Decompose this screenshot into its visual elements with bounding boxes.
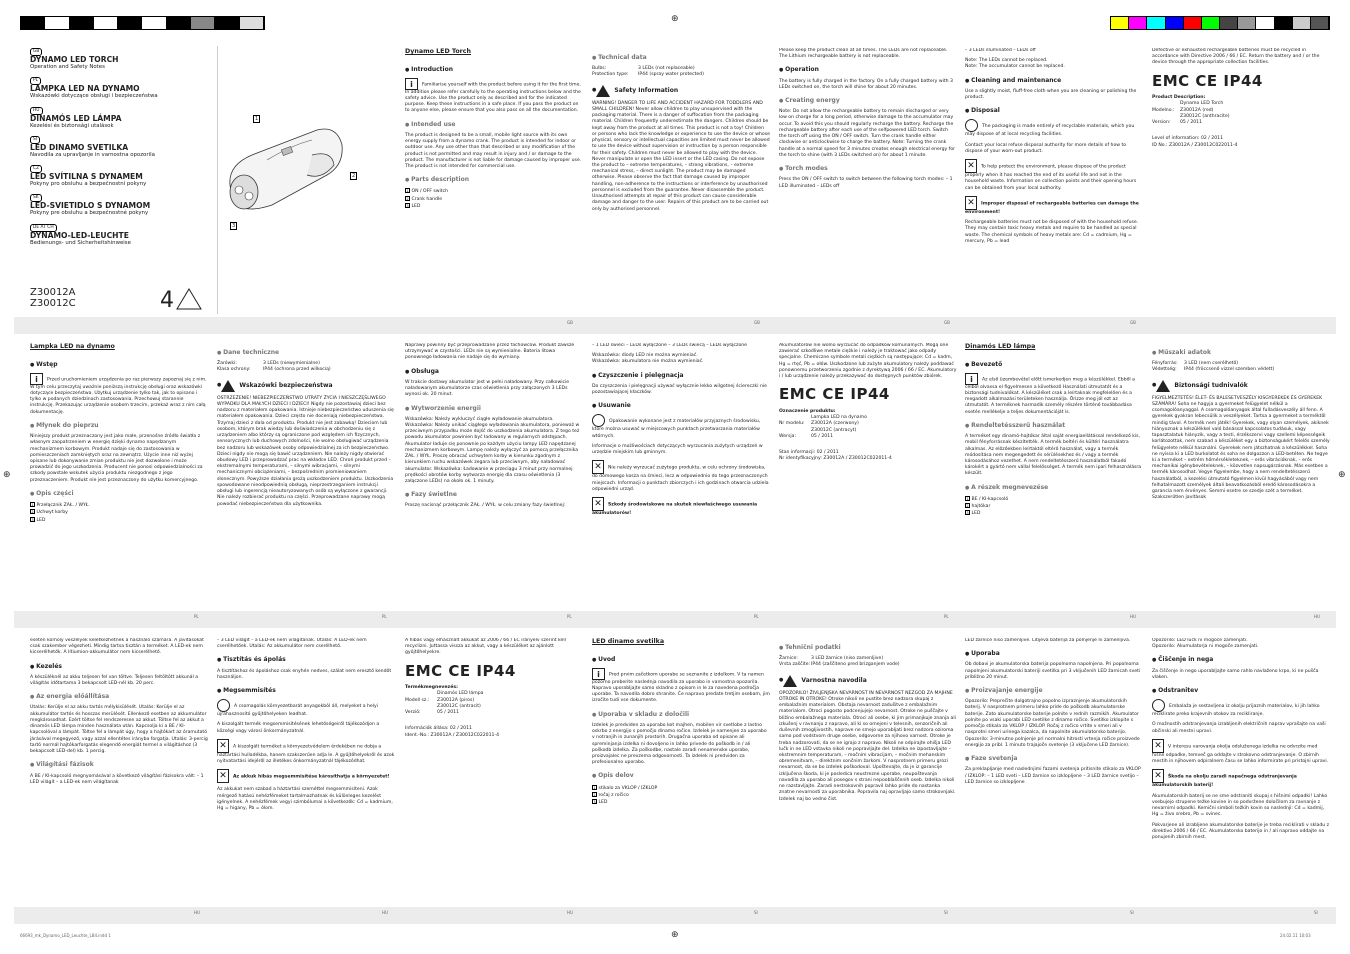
cover-subtitle: Wskazówki dotyczące obsługi i bezpieczeństwa [30,93,158,100]
hu2-col-2: – 3 LED világít – a LED-ek nem világítanak. Utalás: A LED-ek nem cserélhetőek. Utalás: Az akkumulátor nem cserélhető. ● Tisztítás és ápolás A tisztításhoz és ápoláshoz csak enyhén nedves, szálat nem eresztő kendőt használjon. ● Megsemmisítés A csomagolás környezetbarát anyagokból áll, melyeket a helyi újrahasznosító gyűjtőhelyeken leadhat. A kiszolgált termék megsemmisítésének lehetőségeiről tájékozódjon a községi vagy városi önkormányzatnál. ✕ A kiszolgált terméket a környezetvédelem érdekében ne dobja a háztartási hulladékba, hanem szakszerűen adja le. A gyűjtőhelyekről és azok nyitvatartási idejéről az illetékes önkormányzatnál tájékozódhat. ✕ Az akkuk hibás megsemmisítése károsíthatja a környezetet! Az akkukat nem szabad a háztartási szeméttel megsemmisíteni. Azok mérgező hatású nehézfémeket tartalmazhatnak és különleges kezelést igényelnek. A nehézfémek vegyi szimbólumai a következők: Cd = kadmium, Hg = higany, Pb = ólom. [217,638,395,904]
section-heading: ● Czyszczenie i pielęgnacja [592,372,770,380]
page-title: Dinamós LED lámpa [965,343,1036,350]
emc-ce-ip44-mark: EMC CE IP44 [1152,71,1263,90]
emc-ce-ip44-mark: EMC CE IP44 [405,661,516,680]
section-heading: ● Uvod [592,656,770,664]
recycle-icon [1152,699,1165,712]
info-icon: i [965,373,978,385]
page-title: Dynamo LED Torch [405,48,471,55]
section-heading: ● Wskazówki bezpieczeństwa [217,380,395,392]
cover-subtitle: Bedienungs- und Sicherheitshinweise [30,239,131,246]
cover-subtitle: Navodila za upravljanje in varnostna opozorila [30,151,155,158]
section-heading: ● Operation [779,66,957,74]
color-strip-left [20,16,265,30]
registration-mark-left: ⊕ [3,470,11,480]
section-heading: ● Čiščenje in nega [1152,656,1330,664]
gb-col-5: Defective or exhausted rechargeable batteries must be recycled in accordance with Directive 2006 / 66 / EC. Return the battery and / or the device through the appropriate collection facilities. EMC CE IP44 Product Description: Dynamo LED Torch Modelno.: Z30012A (red) Z30012C (anthracite) Version: 05 / 2011 Level of information: 02 / 2011 ID No.: Z30012A / Z30012C022011-4 [1152,48,1330,312]
lang-tag: CZ [30,165,42,173]
section-heading: ● Parts description [405,176,583,184]
registration-mark-right: ⊕ [1338,470,1346,480]
cover-subtitle: Pokyny pre obsluhu a bezpečnostné pokyny [30,210,149,217]
page-bar-top: GB GB GB GB [14,317,1336,334]
section-heading: ● Világítási fázisok [30,761,208,769]
pl-col-4: – 1 LED świeci – LEDs wyłączone – 3 LEDs świecą – LEDs wyłączone Wskazówka: diody LED nie można wymieniać. Wskazówka: akumulatora nie można wymieniać. ● Czyszczenie i pielęgnacja Do czyszczenia i pielęgnacji używać wyłącznie lekko wilgotnej ściereczki nie pozostawiającej kłaczków. ● Usuwanie Opakowanie wykonane jest z materiałów przyjaznych środowisku, które można usuwać w miejscowych punktach przetwarzania materiałów wtórnych. Informacje o możliwościach dotyczących wyrzucania zużytych urządzeń w urzędzie miejskim lub gminnym. ✕ Nie należy wyrzucać zużytego produktu, w celu ochrony środowiska, do domowego kosza na śmieci, lecz w odpowiednio do tego przeznaczonych miejscach. Informacji o punktach zbiorczych i ich godzinach otwarcia udziela odpowiedni urząd. ✕ Szkody środowiskowe na skutek niewłaściwego usuwania akumulatorów! [592,343,770,608]
torch-label-2: 2 [352,173,356,179]
crossed-bin-icon: ✕ [1152,739,1164,753]
section-heading: ● Obsługa [405,368,583,376]
model-number: Z30012A [30,287,76,298]
gb-col-2: ● Technical data Bulbs: 3 LEDs (not replaceable) Protection type: IP44 (spray water protected) ● Safety Information WARNING! DANGER TO LIFE AND ACCIDENT HAZARD FOR TODDLERS AND SMALL CHILDREN! Never allow children to play unsupervised with the packaging material. There is a danger of suffocation from the packaging material. Children frequently underestimate the dangers. Children should be kept away from the product at all times. This product is not a toy! Children or persons who lack the knowledge or experience to use the device or whose physical, sensory or intellectual capacities are limited must never be allowed to use the device without supervision or instruction by a person responsible for their safety. Children must never be allowed to play with the device. Never manipulate or open the LED insert or the LED casing. Do not expose the product to – extreme temperatures, – strong vibrations, – extreme mechanical stress, – direct sunlight. The product may be damaged otherwise. Please observe the fact that damage caused by improper handling, non-adherence to the instructions or interference by unauthorised personnel is excluded from the guarantee. Never disassemble the product. Unauthorised attempts at repair of this product can cause considerable damage and danger to the user. Repairs of this product are to be carried out only by authorised personnel. [592,48,770,312]
section-heading: ● Creating energy [779,97,957,105]
cover-panel [30,44,215,314]
torch-label-3: 3 [232,223,236,229]
hu2-col-1: esetén komoly veszélyek keletkezhetnek a használó számára. A javításokat csak szakember végezheti. Mindig tartsa tisztán a terméket. A LED-ek nem kicserélhetők. A lítiumion-akkumulátor nem kicserélhető. ● Kezelés A készüléknél az akku teljesen fel van töltve. Teljesen feltöltött akkunál a világítás időtartama 3 bekapcsolt LED-nél kb. 20 perc. ● Az energia előállítása Utalás: Kerülje el az akku tartós mélykisülését. Utalás: Kerülje el az akkumulátor tartós és hosszas merülését. Ellenkező esetben az akkumulátor megkárosodhat. Ezért töltse fel rendszeresen az akkut. Töltse fel az akkut a dinamós LED lámpa minden használata után. Kapcsolja ki a BE / KI-kapcsolóval a lámpát. Töltse fel a lámpát úgy, hogy a hajtókart az óramutató járásával megegyező, vagy azzal ellentétes irányba forgatja. Utalás: 3-percig tartó normál hajtókarforgatás elegendő energiát termel a világításhoz (3 bekapcsolt LED-del) kb. 1 percig. ● Világítási fázisok A BE / KI-kapcsoló megnyomásával a következő világítási fázisokra vált: – 1 LED világít – a LED-ek nem világítanak [30,638,208,904]
recycle-icon [965,119,978,132]
lang-tag: PL [30,77,41,85]
lang-tag: SK [30,194,42,202]
gb-col-4: – 3 LEDs illuminated – LEDs off Note: The LEDs cannot be replaced. Note: The accumulator cannot be replaced. ● Cleaning and maintenance Use a slightly moist, fluff-free cloth when you are cleaning or polishing the product. ● Disposal The packaging is made entirely of recyclable materials, which you may dispose of at local recycling facilities. Contact your local refuse disposal authority for more details of how to dispose of your worn-out product. ✕ To help protect the environment, please dispose of the product properly when it has reached the end of its useful life and not in the household waste. Information on collection points and their opening hours can be obtained from your local authority. ✕ Improper disposal of rechargeable batteries can damage the environment! Rechargeable batteries must not be disposed of with the household refuse. They may contain toxic heavy metals and require to be handled as special waste. The chemical symbols of heavy metals are: Cd = cadmium, Hg = mercury, Pb = lead [965,48,1143,312]
cover-subtitle: Operation and Safety Notes [30,63,105,70]
lang-tag: DE AT CH [30,224,57,232]
pl-col-1: Lampka LED na dynamo ● Wstęp i Przed uruchomieniem urządzenia po raz pierwszy zapoznaj się z nim. W tym celu przeczytaj uważnie poniższą instrukcję obsługi oraz wskazówki dotyczące bezpieczeństwa. Użytkuj urządzenie tylko tak, jak to opisano i tylko w podanych dziedzinach zastosowania. Przechowuj starannie instrukcję. Przekazując urządzenie osobom trzecim, przekaż wraz z nim całą dokumentację. ● Młynek do pieprzu Niniejszy produkt przeznaczony jest jako małe, przenośne źródło światła z własnym zaopatrzeniem w energię dzięki dynamo napędzanym mechanizmem korbowym. Produkt nadaje się do zastosowania w pomieszczeniach zamkniętych oraz na zewnątrz. Użycie inne niż wyżej opisane lub dokonywanie zmian produktu nie jest dozwolone i może prowadzić do jego uszkodzenia. Producent nie ponosi odpowiedzialności za szkody powstałe wskutek użycia produktu niezgodnego z jego przeznaczeniem. Produkt nie jest przeznaczony do użytku komercyjnego. ● Opis części 1 Przełącznik ZAŁ. / WYŁ. 2 Uchwyt korby 3 LED [30,343,208,608]
pl-col-3: Naprawy powinny być przeprowadzane przez fachowców. Produkt zawsze utrzymywać w czystości. LEDs nie są wymienialne. Bateria litowa ponownego ładowania nie nadaje się do wymiany. ● Obsługa W trakcie dostawy akumulator jest w pełni naładowany. Przy całkowicie naładowanym akumulatorze czas oświetlenia przy załączonych 3 LEDs wynosi ok. 20 minut. ● Wytworzenie energii Wskazówka: Należy wykluczyć ciągłe wyładowanie akumulatora. Wskazówka: Należy unikać ciągłego wyładowania akumulatora, ponieważ w przeciwnym przypadku może dojść do uszkodzenia akumulatora. Z tego też powodu akumulator powinien być ładowany w regularnych odstępach. Akumulator ładuje się ponownie po każdym użyciu lampy LED napędzanej mechanizmem korbowym. Lampę należy wyłączyć za pomocą przełącznika ZAŁ. / WYŁ. Proszę obracać uchwytem korby w kierunku zgodnym z kierunkiem ruchu wskazówek zegara lub przeciwnym, aby naładować akumulator. Wskazówka: Ładowanie w przeciągu 3 minut przy normalnej prędkości obrotów korby wytwarza energię dla czasu oświetlenia (3 załączone LEDs) na około ok. 1 minuty. ● Fazy świetlne Proszę nacisnąć przełącznik ZAŁ. / WYŁ. w celu zmiany fazy świetlnej: [405,343,583,608]
crossed-bin-icon: ✕ [965,159,977,173]
crossed-bin-icon: ✕ [217,769,229,783]
triangle-marker [176,288,202,310]
section-heading: ● Uporaba [965,650,1143,658]
cover-title: LAMPKA LED NA DYNAMO [30,84,140,94]
cover-title: LED DINAMO SVETILKA [30,142,129,152]
si-col-1: LED dinamo svetilka ● Uvod i Pred prvim začetkom uporabe se seznanite z izdelkom. V ta namen pozorno preberite naslednja navodila za uporabo in varnostna opozorila. Napravo uporabljajte samo skladno z opisom in le za navedena področja uporabe. Ta navodila dobro shranite. Če napravo predate tretjim osebam, jim izročite tudi vse dokumente. ● Uporaba v skladu z določili Izdelek je predviden za uporabo kot majhen, mobilen vir svetlobe z lastno oskrbo z energijo s pomočjo dinamo ročice. Izdelek je namenjen za uporabo v notranjih in zunanjih prostorih. Drugačna uporaba od opisane ali spreminjanja izdelka ni dovoljeno in lahko privede do poškodb in / ali poškodb izdelka. Za poškodbe, nastale zaradi nenamenske uporabe, proizvajalec ne prevzema odgovornosti. Ta izdelek ni predviden za profesionalno uporabo. ● Opis delov 1 stikalo za VKLOP / IZKLOP 2 ročaj z ročico 3 LED [592,638,770,904]
section-heading: ● Biztonsági tudnivalók [1152,380,1330,392]
lang-tag: SI [30,136,40,144]
section-heading: ● Safety Information [592,85,770,97]
model-number: Z30012C [30,298,76,309]
crossed-bin-icon: ✕ [592,460,604,474]
section-heading: ● Faze svetenja [965,755,1143,763]
section-heading: ● Proizvajanje energije [965,687,1143,695]
section-heading: ● Opis części [30,490,208,498]
section-heading: ● Uporaba v skladu z določili [592,711,770,719]
warning-icon [596,85,610,97]
crossed-bin-icon: ✕ [1152,769,1164,783]
lang-tag: GB [30,48,42,56]
crossed-bin-icon: ✕ [965,196,977,210]
page-title: LED dinamo svetilka [592,638,665,645]
color-strip-right [1110,16,1330,30]
cover-subtitle: Kezelési és biztonsági utalások [30,122,114,129]
registration-mark-bottom: ⊕ [671,930,679,940]
hu-col-1: Dinamós LED lámpa ● Bevezető i Az első üzembevétel előtt ismerkedjen meg a készülékkel. Ebből a célból olvassa el figyelmesen a következő Használati útmutatót és a biztonsági tudnivalókat. A készüléket csak a leírtaknak megfelelően és a megadott alkalmazási területeken használja. Őrizze meg jól ezt az útmutatót. A terméknek harmadik személy részére történő továbbadása esetén mellékelje a teljes dokumentációját is. ● Rendeltetésszerű használat A terméket egy dinamó-hajtókar által saját energiaellátással rendelkező kis, mobil fényforrásnak készítették. A termék beltéri és kültéri használatra alkalmas. Az előzőekben leírtaktól eltérő használat, vagy a termék módosítása nem megengedett és sérülésekhez és / vagy a termék károsodásához vezethet. A nem rendeltetésszerű használatból fakadó károkért a gyártó nem vállal felelősséget. A termék nem ipari felhasználásra készült. ● A részek megnevezése 1 BE / KI-kapcsoló 2 hajtókar 3 LED [965,343,1143,608]
hu-col-2: ● Műszaki adatok Fényforrás: 3 LED (nem cserélhető) Védettség: IP44 (fröccsenő vizzel szemben védett) ● Biztonsági tudnivalók FIGYELMEZTETÉS! ÉLET- ÉS BALESETVESZÉLY KISGYEREKEK ÉS GYEREKEK SZÁMÁRA! Soha ne hagyja a gyermeket felügyelet nélkül a csomagolóanyaggal. A csomagolóanyagok által fulladásveszély áll fenn. A gyerekek gyakran lebecsülik a veszélyeket. Tartsa a gyermeket a terméktől mindig távol. A termék nem játék! Gyerekek, vagy olyan személyek, akiknek hiányoznak a készülékkel való bánással kapcsolatos tudásuk, vagy tapasztalatuk hiányzik, vagy a testi, érzékszervi vagy szellemi képességeik korlátozottak, nem szabad a készüléket egy a biztonságukért felelős személy felügyelete nélkül használni. Gyerekek nem játszhatnak a készülékkel. Soha ne nyissa ki a LED burkolatot és soha ne dolgozzon a LED-betéten. Ne tegye ki a terméket – extrém hőmérsékleteknek, – erős vibrációknak, – erős mechanikai igénybevételeknek, – közvetlen napsugárzásnak. Más esetben a termék károsodhat. Vegye figyelembe, hogy a nem rendeltetésszerű használatból, a kezelési útmutató figyelmen kívül hagyásából vagy nem felhatalmazott személyek általi beavatkozásból eredő károsodásokra a garancia nem érvényes. Semmi esetre se szedje szét a terméket. Szakszerűtlen javítások [1152,343,1330,608]
torch-illustration [222,110,352,225]
lang-tag: HU [30,107,43,115]
section-heading: ● Opis delov [592,772,770,780]
page-number: 4 [160,288,174,313]
gb-col-3: Please keep the product clean at all times. The LEDs are not replaceable. The Lithium rechargeable battery is not replaceable. ● Operation The battery is fully charged in the factory. On a fully charged battery with 3 LEDs switched on, the torch will shine for about 20 minutes. ● Creating energy Note: Do not allow the rechargeable battery to remain discharged or very low on charge for a long period, otherwise damage to the accumulator may occur. To avoid this you should regularly recharge the battery. Recharge the rechargeable battery after each use of the selfpowered LED torch. Switch the torch off using the ON / OFF switch. Turn the crank handle either clockwise or anticlockwise to charge the battery. Note: Turning the crank handle at a normal speed for 3 minutes creates enough electrical energy for the torch to shine (with 3 LEDs switched on) for about 1 minute. ● Torch modes Press the ON / OFF switch to switch between the following torch modes: – 1 LED illuminated – LEDs off [779,48,957,312]
section-heading: ● Odstranitev [1152,687,1330,695]
registration-mark-top: ⊕ [671,14,679,24]
section-heading: ● Wytworzenie energii [405,405,583,413]
warning-icon [783,675,797,687]
page-bar-bottom: HU HU HU SI SI SI SI [14,907,1336,924]
section-heading: ● Tisztítás és ápolás [217,656,395,664]
section-heading: ● Cleaning and maintenance [965,77,1143,85]
section-heading: ● Az energia előállítása [30,693,208,701]
file-footer-left: 66693_mk_Dynamo_LED_Leuchte_LB4.indd 1 [20,933,111,938]
torch-label-1: 1 [255,116,259,122]
crossed-bin-icon: ✕ [217,739,229,753]
section-heading: ● Technical data [592,54,770,62]
file-footer-right: 24.02.11 10:03 [1280,933,1311,938]
section-heading: ● A részek megnevezése [965,484,1143,492]
cover-title: DYNAMO-LED-LEUCHTE [30,230,129,240]
info-icon: i [592,668,605,680]
cover-title: DYNAMO LED TORCH [30,54,119,64]
si-col-3: LED žarnice niso zamenljive. Litijeva baterija za polnjenje ni zamenljiva. ● Uporaba Ob dobavi je akumulatorska baterija popolnoma napolnjena. Pri popolnoma napolnjeni akumulatorski bateriji svetilka pri 3 vključenih LED žarnicah sveti približno 20 minut. ● Proizvajanje energije Opozorilo: Preprečite dolgotrajno popolno izpraznjenje akumulatorskih baterij. V nasprotnem primeru lahko pride do poškodb akumulatorske baterije. Zato akumulatorske baterije polnite v rednih razmikih. Akumulator polnite po vsaki uporabi LED svetilke z dinamo ročico. Svetilko izklopite s pomočjo stikala za VKLOP / IZKLOP. Ročaj z ročico vrtite v smeri ali v nasprotni smeri urinega kazalca, da napolnite akumulatorsko baterijo. Opozorilo: 3-minutno polnjenje pri normalni hitrosti vrtenja ročice proizvede energijo za pribl. 1 minuto trajajoče svetenje (3 vključene LED žarnice). ● Faze svetenja Za preklapljanje med naslednjimi fazami svetenja pritisnite stikalo za VKLOP / IZKLOP: – 1 LED sveti – LED žarnice so izklopljene – 3 LED žarnice svetijo – LED žarnice so izklopljene [965,638,1143,904]
section-heading: ● Megsemmisítés [217,687,395,695]
si-col-2: ● Tehnični podatki Žarnice: 3 LED žarnice (niso zamenljive) Vrsta zaščite:IP44 (zaščiteno pred brizganjem vode) ● Varnostna navodila OPOZORILO! ŽIVLJENJSKA NEVARNOST IN NEVARNOST NEZGOD ZA MAJHNE OTROKE IN OTROKE! Otroke nikoli ne pustite brez nadzora skupaj z embalažnim materialom. Obstaja nevarnost zadušitve z embalažnim materialom. Otroci pogosto podcenjujejo nevarnost. Otroke ne puščajte v bližino embalažnega materiala. Otroci ali osebe, ki jim primanjkuje znanja ali izkušenj v ravnanju z napravo, ali ki so omejeni v telesnih, senzoričnih ali duševnih zmogljivostih, naprave ne smejo uporabljati brez nadzora oziroma samo pod vodstvom druge osebe, odgovorne za njihovo varnost. Otroke je treba nadzorovati, da se ne igrajo z napravo. Nikoli ne odpirajte ohišja LED lučk in ne LED vstavka nikoli ne popravljajte del. Izdelka ne izpostavljajte – ekstremnim temperaturam, – močnim vibracijam, – močnim mehanskim obremenitvam, – direktnim sončnim žarkom. V nasprotnem primeru grozi nevarnost, da se bo izdelek poškodoval. Upoštevajte, da je iz garancije izključena škoda, ki je posledica neustrezne uporabe, neupoštevanja navodila za uporabo ali posegov s strani nepooblaščenih oseb. Izdelka nikoli ne razstavljajte. Zaradi nestrokovnih popravil lahko pride do nastanka znatne nevarnosti za uporabnika. Popravila naj opravljajo samo strokovnjaki. Izdelek naj bo vedno čist. [779,638,957,904]
section-heading: ● Usuwanie [592,402,770,410]
section-heading: ● Tehnični podatki [779,644,957,652]
section-heading: ● Műszaki adatok [1152,349,1330,357]
section-heading: ● Wstęp [30,361,208,369]
cover-subtitle: Pokyny pro obsluhu a bezpečnostní pokyny [30,181,147,188]
pl-col-2: ● Dane techniczne Żarówki: 3 LEDs (niewymienialne) Klasa ochrony: IP44 (ochrona przed wilkocią) ● Wskazówki bezpieczeństwa OSTRZEŻENIE! NIEBEZPIECZEŃSTWO UTRATY ŻYCIA I NIESZCZĘŚLIWEGO WYPADKU DLA MAŁYCH DZIECI I DZIECI! Nigdy nie pozostawiaj dzieci bez nadzoru z materiałem opakowania. Istnieje niebezpieczeństwo uduszenia się materiałem opakowania. Dzieci często nie doceniają niebezpieczeństwa. Trzymaj dzieci z dala od produktu. Produkt nie jest zabawką! Dzieciom lub osobom, którym brak wiedzy lub doświadczenia w obchodzeniu się z urządzeniem albo którzy są ograniczone pod względem ich fizycznych, sensorycznych lub duchowych zdolności, nie wolno obsługiwać urządzenia bez nadzoru lub wskazówek osoby odpowiedzialnej za ich bezpieczeństwo. Dzieci nigdy nie mogą się bawić urządzeniem. Nie należy nigdy otwierać obudowy LED i przeprowadzać prac na wkładce LED. Chroń produkt przed – ekstremalnymi temperaturami, – silnymi wibracjami, – silnymi mechanicznymi obciążeniami, – bezpośrednim promieniowaniem słonecznym. Powyższe działania grożą uszkodzeniem produktu. Uszkodzenia spowodowane nieodpowiednią obsługą, nieprzestrzeganiem instrukcji obsługi lub ingerencją nieautoryzowanych osób są wyłączone z gwarancji. Nie należy rozbierać produktu na części. Przeprowadzane naprawy mogą powodać niebezpieczeństwa dla użytkownika. [217,343,395,608]
pl-col-5: Akumulatorów nie wolno wyrzucać do odpadków komunalnych. Mogą one zawierać szkodliwe metale ciężkie i należy je traktować jako odpady specjalne. Chemiczne symbole metali ciężkich są następujące: Cd = kadm, Hg = rtęć, Pb = ołów. Uszkodzone lub zużyte akumulatory należy poddawać ponownemu przetworzeniu zgodnie z dyrektywą 2006 / 66 / EC. Akumulatory i / lub urządzenie należy przekazywać do dostępnych punktów zbiórek. EMC CE IP44 Oznaczenie produktu: Lampka LED na dynamo Nr modelu: Z30012A (czerwony) Z30012C (antracyt) Wersja: 05 / 2011 Stan informacji: 02 / 2011 Nr identyfikacyjny: Z30012A / Z30012C022011-4 [779,343,957,462]
section-heading: ● Kezelés [30,663,208,671]
emc-ce-ip44-mark: EMC CE IP44 [779,385,890,404]
cover-title: LED-SVIETIDLO S DYNAMOM [30,201,151,211]
si-col-4: Opozorilo: LED lučk ni mogoče zamenjati. Opozorilo: Akumulatorja ni mogoče zamenjati. ● Čiščenje in nega Za čiščenje in nego uporabljajte samo rahlo navlaženo krpo, ki ne pušča vlaken. ● Odstranitev Embalaža je sestavljena iz okolju prijaznih materialov, ki jih lahko reciklirate preko krajevnih otokov za recikliranje. O možnostih odstranjevanja izrabljenih električnih naprav vprašajte na vaši občinski ali mestni upravi. ✕ V interesu varovanja okolja odsluženega izdelka ne odvrzite med hišne odpadke, temveč ga oddajte v strokovno odstranjevanje. O zbirnih mestih in njihovem odpiralnem času se lahko informirate pri pristojni upravi. ✕ Škoda na okolju zaradi napačnega odstranjevanja akumulatorskih baterij! Akumulatorskih baterij se ne sme odstraniti skupaj s hišnimi odpadki! Lahko vsebujejo strupene težke kovine in so podvržene določilom za ravnanje z nevarnimi odpadki. Kemični simboli težkih kovin so naslednji: Cd = kadmij, Hg = živo srebro, Pb = svinec. Pokvarjene ali izrabljene akumulatorske baterije je treba reciklirati v skladu z direktivo 2006 / 66 / EC. Akumulatorsko baterijo in / ali napravo oddajte na ponujenih zbirnih mest. [1152,638,1330,904]
crossed-bin-icon: ✕ [592,497,604,511]
warning-icon [221,380,235,392]
section-heading: ● Młynek do pieprzu [30,422,208,430]
section-heading: ● Dane techniczne [217,349,395,357]
recycle-icon [217,699,230,712]
recycle-icon [592,414,605,427]
hu2-col-3: A hibás vagy elhasznált akkukat az 2006 / 66 / EC irányelv szerint kell recyclizni. Juttassa vissza az akkut, vagy a készüléket az ajánlott gyűjtőhelyekre. EMC CE IP44 Termékmegnevezés: Dinamós LED lámpa Modell sz.: Z30012A (piros) Z30012C (antracit) Verzió: 05 / 2011 Információk állása: 02 / 2011 Ident.-No.: Z30012A / Z30012C022011-4 [405,638,583,904]
section-heading: ● Bevezető [965,361,1143,369]
section-heading: ● Disposal [965,107,1143,115]
cover-title: LED SVÍTILNA S DYNAMEM [30,172,143,182]
section-heading: ● Rendeltetésszerű használat [965,422,1143,430]
section-heading: ● Varnostna navodila [779,675,957,687]
cover-title: DINAMÓS LED LÁMPA [30,113,122,123]
section-heading: ● Intended use [405,121,583,129]
page-bar-middle: PL PL PL PL PL HU HU [14,611,1336,628]
section-heading: ● Fazy świetlne [405,491,583,499]
page-title: Lampka LED na dynamo [30,343,115,350]
gb-col-1: Dynamo LED Torch ● Introduction i Familiarise yourself with the product before using it for the first time. In addition please refer carefully to the operating instructions below and the safety advice. Use the product only as described and for the indicated purpose. Keep these instructions in a safe place. If you pass the product on to anyone else, please ensure that you also pass on all the documentation. ● Intended use The product is designed to be a small, mobile light source with its own energy supply from a dynamo crank. The product is intended for indoor or outdoor use. Any use other than that described or any modification of the product is not permitted and may result in injury and / or damage to the product. The manufacturer is not liable for damage caused by improper use. The product is not intended for commercial use. ● Parts description 1 ON / OFF switch 2 Crank handle 3 LED [405,48,583,312]
info-icon: i [405,78,418,90]
warning-icon [1156,380,1170,392]
info-icon: i [30,373,43,385]
section-heading: ● Introduction [405,66,583,74]
section-heading: ● Torch modes [779,165,957,173]
